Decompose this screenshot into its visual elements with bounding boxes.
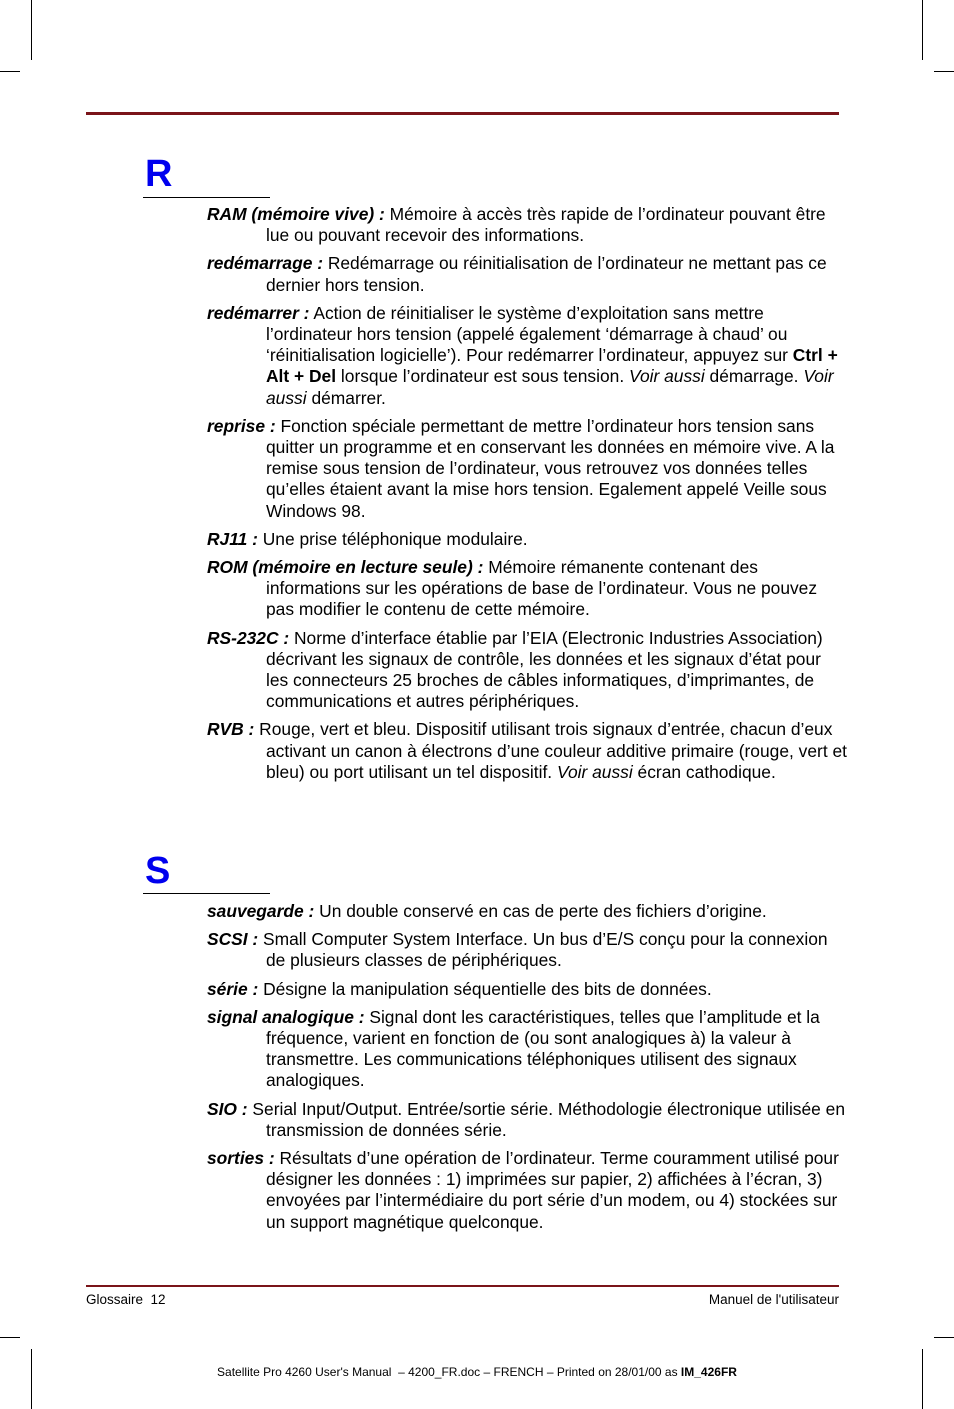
section-rule [143, 893, 270, 894]
crop-mark [0, 71, 20, 72]
glossary-entry [207, 303, 847, 409]
print-info-code: IM_426FR [680, 1365, 737, 1379]
definition-text: Redémarrage ou réinitialisation de l’ordinateur ne mettant pas ce dernier hors tension. [266, 253, 827, 295]
glossary-term: RAM (mémoire vive) : [207, 204, 385, 224]
glossary-entry [207, 1007, 847, 1092]
crop-mark [922, 0, 923, 60]
glossary-term: sorties : [207, 1148, 275, 1169]
glossary-term: RVB : [207, 719, 255, 740]
glossary-term: reprise : [207, 415, 276, 436]
glossary-term: sauvegarde : [207, 901, 315, 921]
section-heading-r: R [145, 153, 173, 195]
definition-text: démarrage. [704, 366, 804, 387]
glossary-term: SIO : [207, 1098, 248, 1119]
section-rule [143, 197, 270, 198]
header-rule [86, 112, 839, 115]
glossary-term: RJ11 : [207, 528, 258, 549]
definition-text: Un double conservé en cas de perte des fichiers d’origine. [314, 901, 767, 921]
definition-text: Action de réinitialiser le système d’exploitation sans mettre l’ordinateur hors tension (appelé également ‘démarrage à chaud’ ou ‘réinitialisation logicielle’). Pour redémarrer l’ordinateur, appuyez sur [266, 302, 793, 366]
glossary-term: série : [207, 978, 259, 999]
glossary-entry [207, 929, 847, 971]
glossary-entry [207, 416, 847, 522]
glossary-entry [207, 253, 847, 295]
definition-text: Une prise téléphonique modulaire. [257, 528, 528, 549]
definition-text: Serial Input/Output. Entrée/sortie série. Méthodologie électronique utilisée en transmission de données série. [247, 1098, 846, 1140]
cross-reference: Voir aussi [629, 366, 705, 387]
definition-text: Mémoire rémanente contenant des informations sur les opérations de base de l’ordinateur. Vous ne pouvez pas modifier le contenu de cette mémoire. [266, 557, 818, 620]
key-combination: Ctrl + Alt + Del [266, 345, 838, 387]
definition-text: Fonction spéciale permettant de mettre l’ordinateur hors tension sans quitter un programme et en conservant les données en mémoire vive. A la remise sous tension de l’ordinateur, vous retrouvez vos données telles qu’elles étaient avant la mise hors tension. Egalement appelé Veille sous Windows 98. [266, 415, 835, 521]
definition-text: Rouge, vert et bleu. Dispositif utilisant trois signaux d’entrée, chacun d’eux activant un canon à électrons d’une couleur additive primaire (rouge, vert et bleu) ou port utilisant un tel dispositif. [254, 719, 847, 782]
glossary-term: ROM (mémoire en lecture seule) : [207, 557, 484, 578]
glossary-entry [207, 529, 847, 550]
definition-text: Mémoire à accès très rapide de l’ordinateur pouvant être lue ou pouvant recevoir des informations. [266, 204, 826, 246]
print-info [0, 1365, 954, 1379]
definition-text: Small Computer System Interface. Un bus d’E/S conçu pour la connexion de plusieurs classes de périphériques. [258, 929, 828, 971]
print-info-text: Satellite Pro 4260 User's Manual – 4200_FR.doc – FRENCH – Printed on 28/01/00 as [217, 1365, 681, 1379]
definition-text: Norme d’interface établie par l’EIA (Electronic Industries Association) décrivant les signaux de contrôle, les données et les signaux d’état pour les connecteurs 25 broches de câbles informatiques, d’imprimantes, de communications et autres périphériques. [266, 627, 823, 712]
glossary-entry [207, 204, 847, 246]
footer-rule [86, 1285, 839, 1287]
crop-mark [31, 0, 32, 60]
glossary-entry [207, 1099, 847, 1141]
glossary-entry [207, 901, 847, 922]
crop-mark [922, 1349, 923, 1409]
footer-page-label: Glossaire 12 [86, 1292, 166, 1307]
definition-text: Résultats d’une opération de l’ordinateur. Terme couramment utilisé pour désigner les données : 1) imprimées sur papier, 2) affichées à l’écran, 3) envoyées par l’intermédiaire du port série d’un modem, ou 4) stockées sur un support magnétique quelconque. [266, 1148, 839, 1232]
cross-reference: Voir aussi [266, 366, 834, 408]
definition-text: lorsque l’ordinateur est sous tension. [336, 366, 629, 387]
glossary-term: signal analogique : [207, 1006, 365, 1027]
crop-mark [0, 1337, 20, 1338]
definition-text: démarrer. [306, 387, 386, 408]
crop-mark [31, 1349, 32, 1409]
glossary-entry [207, 1148, 847, 1233]
definition-text: écran cathodique. [632, 761, 776, 782]
section-heading-s: S [145, 850, 171, 892]
glossary-entry [207, 557, 847, 621]
glossary-entry [207, 979, 847, 1000]
definition-text: Désigne la manipulation séquentielle des bits de données. [258, 978, 712, 999]
glossary-list-s [207, 901, 847, 1240]
glossary-term: redémarrer : [207, 302, 310, 323]
glossary-term: RS-232C : [207, 627, 290, 648]
cross-reference: Voir aussi [556, 761, 633, 782]
glossary-term: redémarrage : [207, 253, 323, 274]
glossary-term: SCSI : [207, 929, 259, 950]
footer-manual-title: Manuel de l'utilisateur [708, 1292, 839, 1307]
crop-mark [934, 71, 954, 72]
definition-text: Signal dont les caractéristiques, telles que l’amplitude et la fréquence, varient en fonction de (ou sont analogiques à) la valeur à transmettre. Les communications téléphoniques utilisent des signaux analogiques. [266, 1006, 820, 1091]
crop-mark [934, 1337, 954, 1338]
glossary-list-r [207, 204, 847, 790]
glossary-entry [207, 628, 847, 713]
glossary-entry [207, 719, 847, 783]
